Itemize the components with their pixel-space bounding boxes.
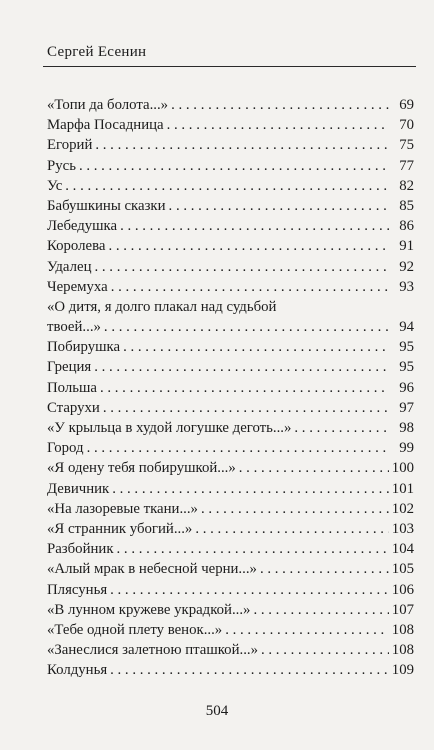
toc-entry-title: Разбойник [47,541,114,558]
dot-leader [294,418,389,438]
toc-entry [47,357,414,377]
toc-entry-page: 82 [399,177,414,194]
toc-entry-page: 108 [391,621,414,638]
toc-entry-title: «У крыльца в худой логушке деготь...» [47,420,292,436]
toc-entry-title: «В лунном кружеве украдкой...» [47,601,251,618]
header-rule [43,66,416,67]
toc-entry-title-line [47,297,414,317]
toc-entry-title: Побирушка [47,339,121,356]
toc-entry [47,398,414,418]
toc-entry-line [47,499,414,519]
toc-entry-page: 107 [391,601,414,618]
toc-entry-line [47,620,414,640]
toc-entry [47,236,414,256]
toc-entry-line [47,640,414,660]
toc-entry-page: 95 [399,339,414,356]
toc-entry-page: 109 [391,662,414,679]
dot-leader [112,479,389,499]
toc-entry-line [47,519,414,539]
toc-entry-page: 105 [391,561,414,578]
toc-entry [47,156,414,176]
toc-entry-title: Русь [47,157,76,174]
toc-entry [47,297,414,337]
dot-leader [167,115,389,135]
toc-entry-title: «Занеслися залетною пташкой...» [47,642,258,659]
dot-leader [104,317,389,337]
dot-leader [195,519,388,539]
toc-entry-title: Город [47,440,84,457]
toc-entry-line [47,317,414,337]
toc-entry-line [47,559,414,579]
toc-entry-line [47,580,414,600]
dot-leader [169,196,389,216]
toc-entry-title: Черемуха [47,278,108,295]
toc-entry [47,115,414,135]
toc-entry [47,479,414,499]
toc-entry-title: «На лазоревые ткани...» [47,500,198,517]
toc-entry [47,337,414,357]
toc-entry-title: Польша [47,379,97,396]
toc-entry-page: 92 [399,258,414,275]
dot-leader [201,499,389,519]
toc-entry-line [47,277,414,297]
toc-entry-title: Удалец [47,258,92,275]
toc-entry-page: 95 [399,359,414,376]
toc-entry [47,418,414,438]
toc-entry [47,620,414,640]
dot-leader [111,277,389,297]
toc-entry-line [47,398,414,418]
toc-entry-page: 100 [391,460,414,477]
toc-entry-line [47,95,414,115]
toc-entry-line [47,438,414,458]
toc-entry-line [47,600,414,620]
toc-entry [47,559,414,579]
toc-entry-page: 101 [391,480,414,497]
toc-entry-title: Королева [47,238,106,255]
toc-entry-page: 85 [399,197,414,214]
toc-entry [47,458,414,478]
toc-entry-line [47,236,414,256]
dot-leader [120,216,389,236]
toc-entry-page: 86 [399,218,414,235]
dot-leader [260,559,389,579]
toc-entry-page: 98 [399,420,414,436]
toc-entry-title: «О дитя, я долго плакал над судьбой [47,298,277,315]
toc-entry-title: Колдунья [47,662,108,679]
toc-entry-page: 103 [391,520,414,537]
toc-entry-title: «Топи да болота...» [47,97,169,113]
toc-entry-line [47,216,414,236]
toc-entry [47,257,414,277]
toc-entry [47,519,414,539]
toc-entry-title: Егорий [47,137,93,154]
toc-entry-page: 104 [391,541,414,558]
dot-leader [110,580,389,600]
dot-leader [95,135,389,155]
dot-leader [239,458,389,478]
toc-entry [47,580,414,600]
toc-entry-page: 102 [391,500,414,517]
toc-entry-line [47,176,414,196]
toc-entry-line [47,660,414,680]
toc-entry-page: 75 [399,137,414,154]
dot-leader [253,600,388,620]
toc-entry-title: Лебедушка [47,218,118,235]
dot-leader [261,640,389,660]
toc-entry-title: «Алый мрак в небесной черни...» [47,561,257,578]
toc-entry-line [47,378,414,398]
running-header-author: Сергей Есенин [47,44,147,60]
toc-entry [47,95,414,115]
toc-entry-line [47,458,414,478]
table-of-contents [47,95,414,680]
dot-leader [103,398,389,418]
toc-entry-page: 69 [399,97,414,113]
toc-entry [47,660,414,680]
dot-leader [110,660,389,680]
dot-leader [94,357,389,377]
toc-entry [47,176,414,196]
toc-entry-title: Греция [47,359,92,376]
toc-entry-title-continuation: твоей...» [47,319,101,336]
toc-entry-line [47,156,414,176]
toc-entry-title: Девичник [47,480,110,497]
toc-entry-title: Плясунья [47,581,108,598]
dot-leader [108,236,389,256]
toc-entry-title: Старухи [47,399,100,416]
toc-entry-title: «Тебе одной плету венок...» [47,621,223,638]
toc-entry-page: 96 [399,379,414,396]
toc-entry [47,277,414,297]
dot-leader [100,378,389,398]
toc-entry-page: 70 [399,117,414,134]
toc-entry [47,196,414,216]
toc-entry-line [47,539,414,559]
dot-leader [123,337,389,357]
toc-entry [47,378,414,398]
toc-entry-line [47,257,414,277]
toc-entry-line [47,337,414,357]
toc-entry [47,135,414,155]
toc-entry [47,600,414,620]
toc-entry-page: 77 [399,157,414,174]
toc-entry-title: «Я одену тебя побирушкой...» [47,460,236,477]
dot-leader [79,156,389,176]
toc-entry [47,216,414,236]
dot-leader [95,257,390,277]
dot-leader [225,620,389,640]
toc-entry-title: «Я странник убогий...» [47,520,193,537]
toc-entry-page: 99 [399,440,414,457]
toc-entry [47,640,414,660]
toc-entry-page: 106 [391,581,414,598]
toc-entry-page: 93 [399,278,414,295]
dot-leader [87,438,389,458]
toc-entry-line [47,135,414,155]
toc-entry-page: 94 [399,319,414,336]
toc-entry-page: 97 [399,399,414,416]
toc-entry [47,499,414,519]
toc-entry [47,438,414,458]
toc-entry-line [47,357,414,377]
toc-entry-line [47,479,414,499]
toc-entry-line [47,418,414,438]
dot-leader [171,95,389,115]
dot-leader [65,176,389,196]
toc-entry-page: 91 [399,238,414,255]
toc-entry-line [47,196,414,216]
toc-entry-title: Бабушкины сказки [47,197,166,214]
toc-entry [47,539,414,559]
toc-entry-line [47,115,414,135]
toc-entry-page: 108 [391,642,414,659]
dot-leader [117,539,389,559]
page-number: 504 [205,703,229,719]
toc-entry-title: Ус [47,177,63,194]
toc-entry-title: Марфа Посадница [47,117,164,134]
